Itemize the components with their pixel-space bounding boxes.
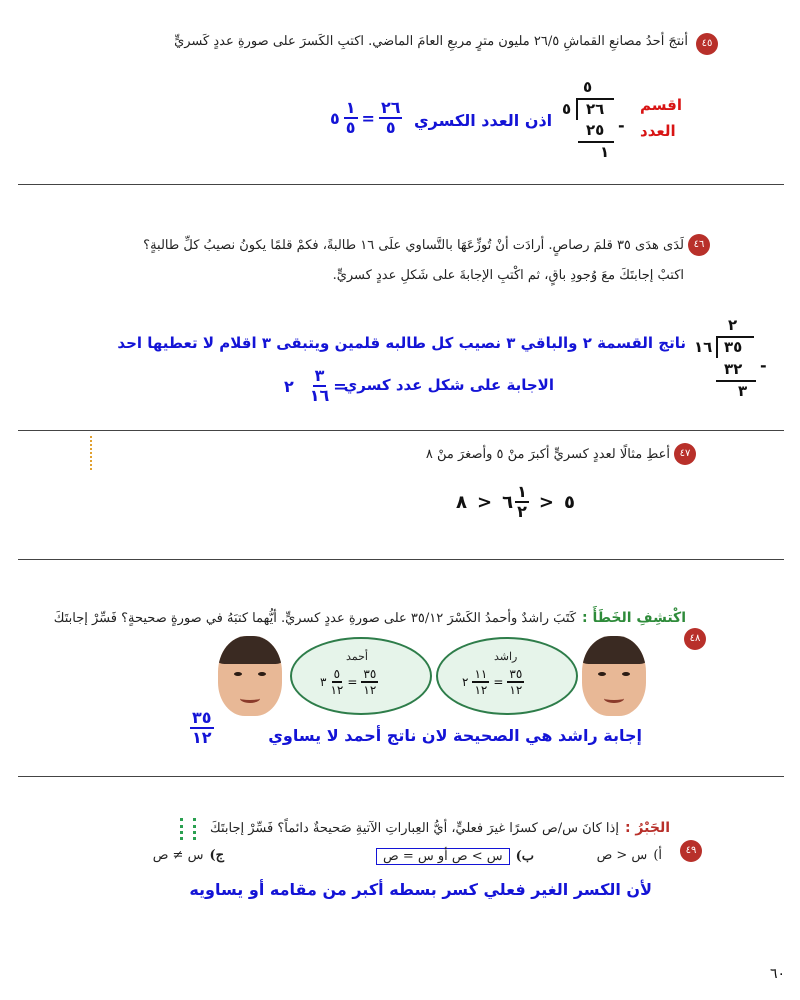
- ahmad-avatar: [218, 636, 282, 716]
- question-number-badge: ٤٨: [684, 628, 706, 650]
- dotted-margin-mark: [180, 818, 196, 840]
- answer-fraction: [330, 100, 402, 136]
- selected-option-box: س > ص أو س = ص: [376, 848, 510, 865]
- division-remainder: ٣: [738, 382, 748, 400]
- speaker-name: أحمد: [346, 650, 368, 663]
- dotted-margin-mark: [90, 436, 92, 470]
- inequality-answer: [456, 484, 575, 520]
- question-prompt: لَدَى هدَى ٣٥ قلمَ رصاصٍ. أرادَت أنْ تُوزِّعَهَا بالتَّساوي علَى ١٦ طالبةً، فكمْ قلمًا يكونُ نصيبُ كلِّ طالبةٍ؟: [143, 238, 684, 253]
- division-dividend: ٣٥: [724, 338, 743, 356]
- upper-bound: ٨: [456, 491, 467, 513]
- division-dividend: ٢٦: [586, 100, 605, 118]
- mixed-whole: ٢: [284, 376, 294, 396]
- answer-text: الاجابة على شكل عدد كسري: [343, 376, 554, 394]
- answer-text: إجابة راشد هي الصحيحة لان ناتج أحمد لا يساوي: [268, 726, 642, 745]
- question-prompt: أنتجَ أحدُ مصانعِ القماشِ ٢٦/٥ مليون مترٍ مربعِ العامَ الماضي. اكتبِ الكَسرَ على صورةِ عددٍ كَسريٍّ: [174, 34, 688, 49]
- division-divisor: ١٦: [694, 338, 713, 356]
- rashid-equation: ٢ $\frac{١١}{١٢}$ = $\frac{٣٥}{١٢}$: [462, 667, 523, 697]
- division-minus: -: [618, 116, 625, 135]
- question-prompt-line: [54, 610, 686, 626]
- question-number-badge: ٤٧: [674, 443, 696, 465]
- lower-bound: ٥: [563, 491, 575, 513]
- section-divider: [18, 559, 784, 560]
- option-a: أ) س < ص: [596, 848, 662, 863]
- section-divider: [18, 430, 784, 431]
- mixed-fraction: $\frac{١}{٥}$: [345, 98, 356, 137]
- mixed-whole: ٥: [330, 108, 340, 128]
- mixed-number: ٦ $\frac{١}{٢}$: [502, 482, 527, 521]
- division-divisor: ٥: [562, 100, 572, 118]
- instruction-label: اقسم: [640, 96, 682, 114]
- question-prompt: اكتبْ إجابتَكَ معَ وُجودِ باقٍ، ثم اكْتبِ الإجابةَ على شَكلِ عددٍ كسريٍّ.: [332, 268, 684, 283]
- section-divider: [18, 776, 784, 777]
- division-subtract: ٢٥: [586, 121, 605, 139]
- question-number-badge: ٤٦: [688, 234, 710, 256]
- division-quotient: ٥: [583, 78, 593, 96]
- equals-sign: =: [361, 108, 375, 128]
- answer-fraction: $\frac{٣٥}{١٢}$: [192, 708, 212, 747]
- section-heading: اكْتشِفِ الخَطَأَ :: [582, 610, 686, 626]
- mixed-fraction: $\frac{٣}{١٦}$: [309, 366, 330, 405]
- section-heading: الجَبْرُ :: [624, 820, 670, 836]
- greater-than-sign: >: [538, 491, 554, 513]
- answer-text: اذن العدد الكسري: [414, 111, 553, 130]
- question-prompt: أعطِ مثالًا لعددٍ كسريٍّ أكبرَ منْ ٥ وأصغرَ منْ ٨: [425, 447, 670, 462]
- option-c: ج) س ≠ ص: [152, 848, 224, 863]
- speaker-name: راشد: [494, 650, 518, 663]
- division-minus: -: [760, 356, 767, 375]
- rashid-avatar: [582, 636, 646, 716]
- improper-fraction: $\frac{٢٦}{٥}$: [380, 98, 401, 137]
- division-line: [716, 380, 756, 382]
- answer-text: لأن الكسر الغير فعلي كسر بسطه أكبر من مقامه أو يساويه: [189, 880, 652, 899]
- option-b: ب) س > ص أو س = ص: [376, 848, 534, 865]
- division-quotient: ٢: [728, 316, 738, 334]
- question-prompt: كَتَبَ راشدٌ وأحمدُ الكَسْرَ ٣٥/١٢ على صورةِ عددٍ كسريٍّ. أيُّهما كتبَهُ في صورةٍ صحيحةٍ؟ فَسِّرْ إجابتَكَ: [53, 611, 577, 626]
- answer-text: ناتج القسمة ٢ والباقي ٣ نصيب كل طالبه قلمين ويتبقى ٣ اقلام لا تعطيها احد: [117, 334, 686, 352]
- page-number: ٦٠: [770, 966, 786, 982]
- answer-fraction: [284, 368, 347, 404]
- section-divider: [18, 184, 784, 185]
- greater-than-sign: >: [477, 491, 493, 513]
- instruction-label: العدد: [640, 122, 676, 140]
- equals-sign: =: [333, 376, 347, 396]
- division-subtract: ٣٢: [724, 360, 743, 378]
- question-number-badge: ٤٩: [680, 840, 702, 862]
- division-remainder: ١: [600, 143, 610, 161]
- question-number-badge: ٤٥: [696, 33, 718, 55]
- question-prompt: إذا كانَ س/ص كسرًا غيرَ فعليٍّ، أيُّ العِباراتِ الآتيةِ صَحيحةٌ دائماً؟ فَسِّرْ إجابتَكَ: [210, 821, 619, 836]
- question-prompt-line: [210, 820, 670, 836]
- ahmad-equation: ٣ $\frac{٥}{١٢}$ = $\frac{٣٥}{١٢}$: [320, 667, 377, 697]
